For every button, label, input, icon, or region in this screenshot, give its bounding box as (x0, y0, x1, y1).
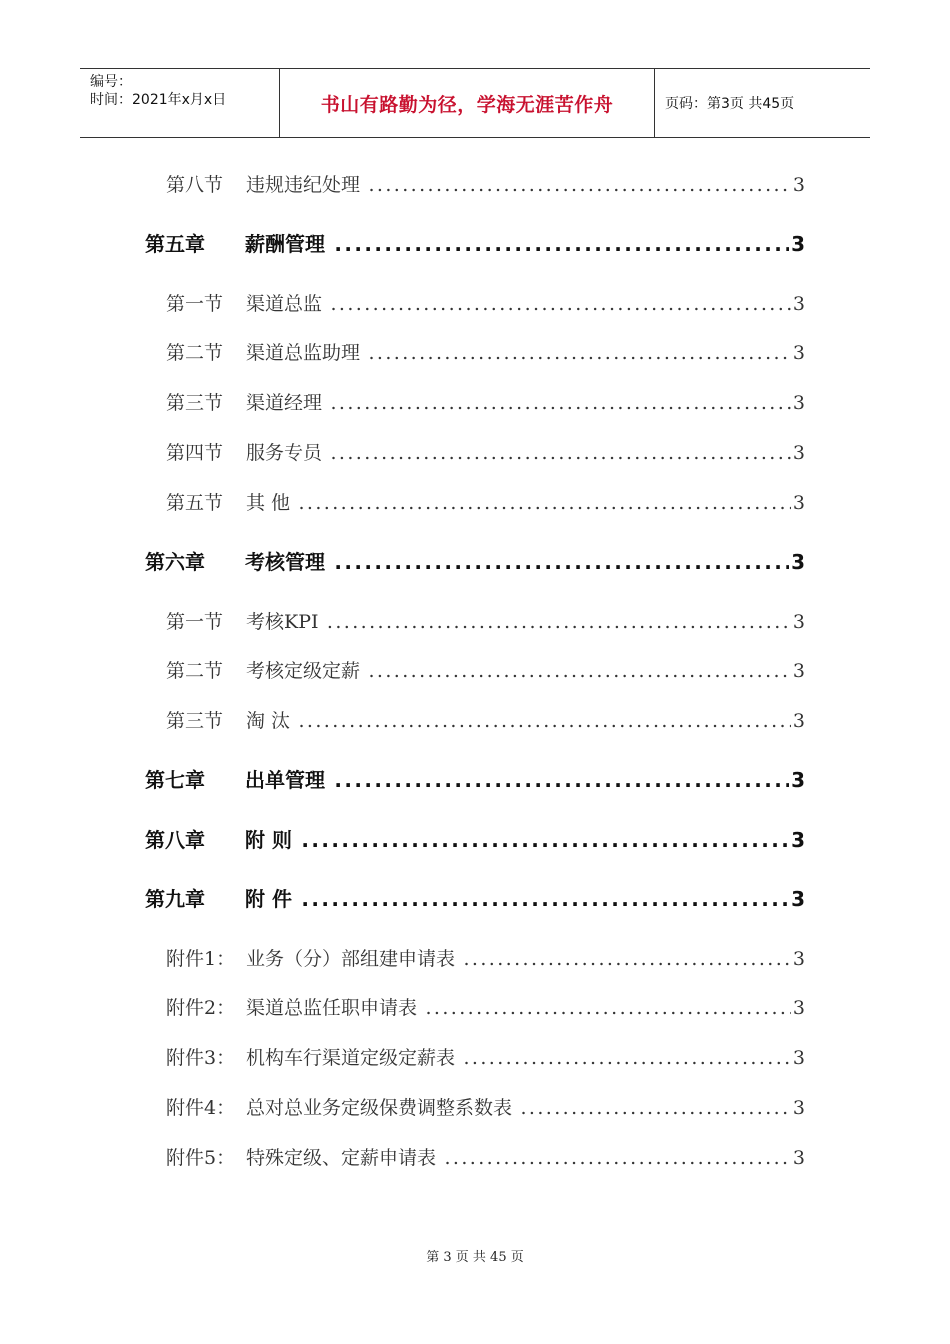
toc-entry-title: 渠道总监 (246, 293, 323, 315)
toc-entry-number: 附件3： (166, 1047, 236, 1069)
toc-chapter-entry[interactable] (0, 884, 950, 914)
toc-entry-title: 附 件 (245, 887, 292, 911)
toc-entry-page-number: 3 (789, 825, 805, 855)
toc-entry-number: 附件5： (166, 1147, 236, 1169)
toc-chapter-entry[interactable] (0, 825, 950, 855)
toc-entry-number: 第二节 (166, 342, 224, 364)
toc-section-entry[interactable] (0, 388, 950, 418)
toc-entry-title: 机构车行渠道定级定薪表 (246, 1047, 456, 1069)
header-time-label: 时间：2021年x月x日 (90, 92, 227, 108)
toc-entry-number: 第五章 (145, 232, 205, 256)
toc-entry-page-number: 3 (791, 1093, 805, 1123)
header-page-info: 页码：第3页 共45页 (665, 96, 795, 112)
toc-entry-title: 淘 汰 (246, 710, 291, 732)
toc-entry-label (145, 765, 795, 795)
toc-entry-page-number: 3 (791, 388, 805, 418)
toc-entry-page-number: 3 (789, 229, 805, 259)
toc-entry-label (166, 706, 795, 736)
toc-section-entry[interactable] (0, 170, 950, 200)
header-meta (80, 69, 280, 137)
toc-entry-label (166, 1143, 795, 1173)
toc-entry-number: 第六章 (145, 550, 205, 574)
toc-entry-title: 薪酬管理 (245, 232, 325, 256)
toc-entry-page-number: 3 (791, 706, 805, 736)
toc-entry-number: 第八章 (145, 828, 205, 852)
toc-entry-label (166, 607, 795, 637)
header-motto: 书山有路勤为径，学海无涯苦作舟 (280, 69, 655, 137)
toc-entry-label (166, 488, 795, 518)
page-header (80, 68, 870, 138)
toc-entry-number: 第九章 (145, 887, 205, 911)
toc-chapter-entry[interactable] (0, 229, 950, 259)
toc-section-entry[interactable] (0, 1143, 950, 1173)
toc-entry-page-number: 3 (791, 438, 805, 468)
toc-entry-label (166, 993, 795, 1023)
toc-entry-number: 第五节 (166, 492, 224, 514)
toc-entry-number: 第八节 (166, 174, 224, 196)
toc-section-entry[interactable] (0, 656, 950, 686)
toc-entry-title: 渠道总监任职申请表 (246, 997, 418, 1019)
toc-section-entry[interactable] (0, 488, 950, 518)
toc-entry-page-number: 3 (791, 944, 805, 974)
toc-entry-label (166, 1043, 795, 1073)
header-number-label: 编号： (90, 74, 132, 90)
toc-entry-number: 附件1： (166, 948, 236, 970)
toc-entry-page-number: 3 (791, 289, 805, 319)
toc-entry-number: 第三节 (166, 710, 224, 732)
toc-entry-label (145, 547, 795, 577)
toc-entry-number: 附件4： (166, 1097, 236, 1119)
toc-entry-page-number: 3 (789, 765, 805, 795)
toc-entry-number: 第三节 (166, 392, 224, 414)
toc-entry-page-number: 3 (789, 884, 805, 914)
toc-entry-page-number: 3 (791, 170, 805, 200)
toc-chapter-entry[interactable] (0, 547, 950, 577)
toc-entry-label (166, 944, 795, 974)
toc-entry-title: 考核定级定薪 (246, 660, 361, 682)
toc-entry-label (166, 438, 795, 468)
toc-section-entry[interactable] (0, 993, 950, 1023)
toc-entry-title: 渠道总监助理 (246, 342, 361, 364)
toc-entry-number: 第二节 (166, 660, 224, 682)
toc-entry-label (145, 884, 795, 914)
toc-entry-title: 总对总业务定级保费调整系数表 (246, 1097, 513, 1119)
toc-entry-number: 第四节 (166, 442, 224, 464)
toc-entry-title: 渠道经理 (246, 392, 323, 414)
toc-entry-page-number: 3 (791, 1143, 805, 1173)
toc-entry-title: 考核KPI (246, 611, 319, 633)
toc-entry-page-number: 3 (789, 547, 805, 577)
toc-entry-label (145, 825, 795, 855)
toc-section-entry[interactable] (0, 338, 950, 368)
toc-entry-label (166, 338, 795, 368)
toc-section-entry[interactable] (0, 438, 950, 468)
page-footer: 第 3 页 共 45 页 (426, 1250, 524, 1265)
toc-entry-page-number: 3 (791, 656, 805, 686)
toc-section-entry[interactable] (0, 706, 950, 736)
toc-entry-title: 违规违纪处理 (246, 174, 361, 196)
toc-entry-title: 附 则 (245, 828, 292, 852)
toc-section-entry[interactable] (0, 1043, 950, 1073)
toc-entry-label (166, 656, 795, 686)
toc-section-entry[interactable] (0, 1093, 950, 1123)
toc-entry-title: 出单管理 (245, 768, 325, 792)
toc-section-entry[interactable] (0, 944, 950, 974)
toc-entry-label (166, 289, 795, 319)
toc-entry-page-number: 3 (791, 488, 805, 518)
toc-entry-number: 第七章 (145, 768, 205, 792)
toc-entry-title: 特殊定级、定薪申请表 (246, 1147, 437, 1169)
toc-entry-number: 第一节 (166, 611, 224, 633)
toc-entry-number: 第一节 (166, 293, 224, 315)
toc-entry-label (145, 229, 795, 259)
toc-entry-number: 附件2： (166, 997, 236, 1019)
toc-section-entry[interactable] (0, 289, 950, 319)
toc-entry-label (166, 1093, 795, 1123)
toc-chapter-entry[interactable] (0, 765, 950, 795)
toc-section-entry[interactable] (0, 607, 950, 637)
toc-entry-page-number: 3 (791, 1043, 805, 1073)
toc-entry-label (166, 170, 795, 200)
toc-entry-title: 服务专员 (246, 442, 323, 464)
toc-entry-page-number: 3 (791, 338, 805, 368)
toc-entry-page-number: 3 (791, 607, 805, 637)
toc-entry-title: 业务（分）部组建申请表 (246, 948, 456, 970)
toc-entry-title: 考核管理 (245, 550, 325, 574)
toc-entry-page-number: 3 (791, 993, 805, 1023)
toc-entry-title: 其 他 (246, 492, 291, 514)
toc-entry-label (166, 388, 795, 418)
